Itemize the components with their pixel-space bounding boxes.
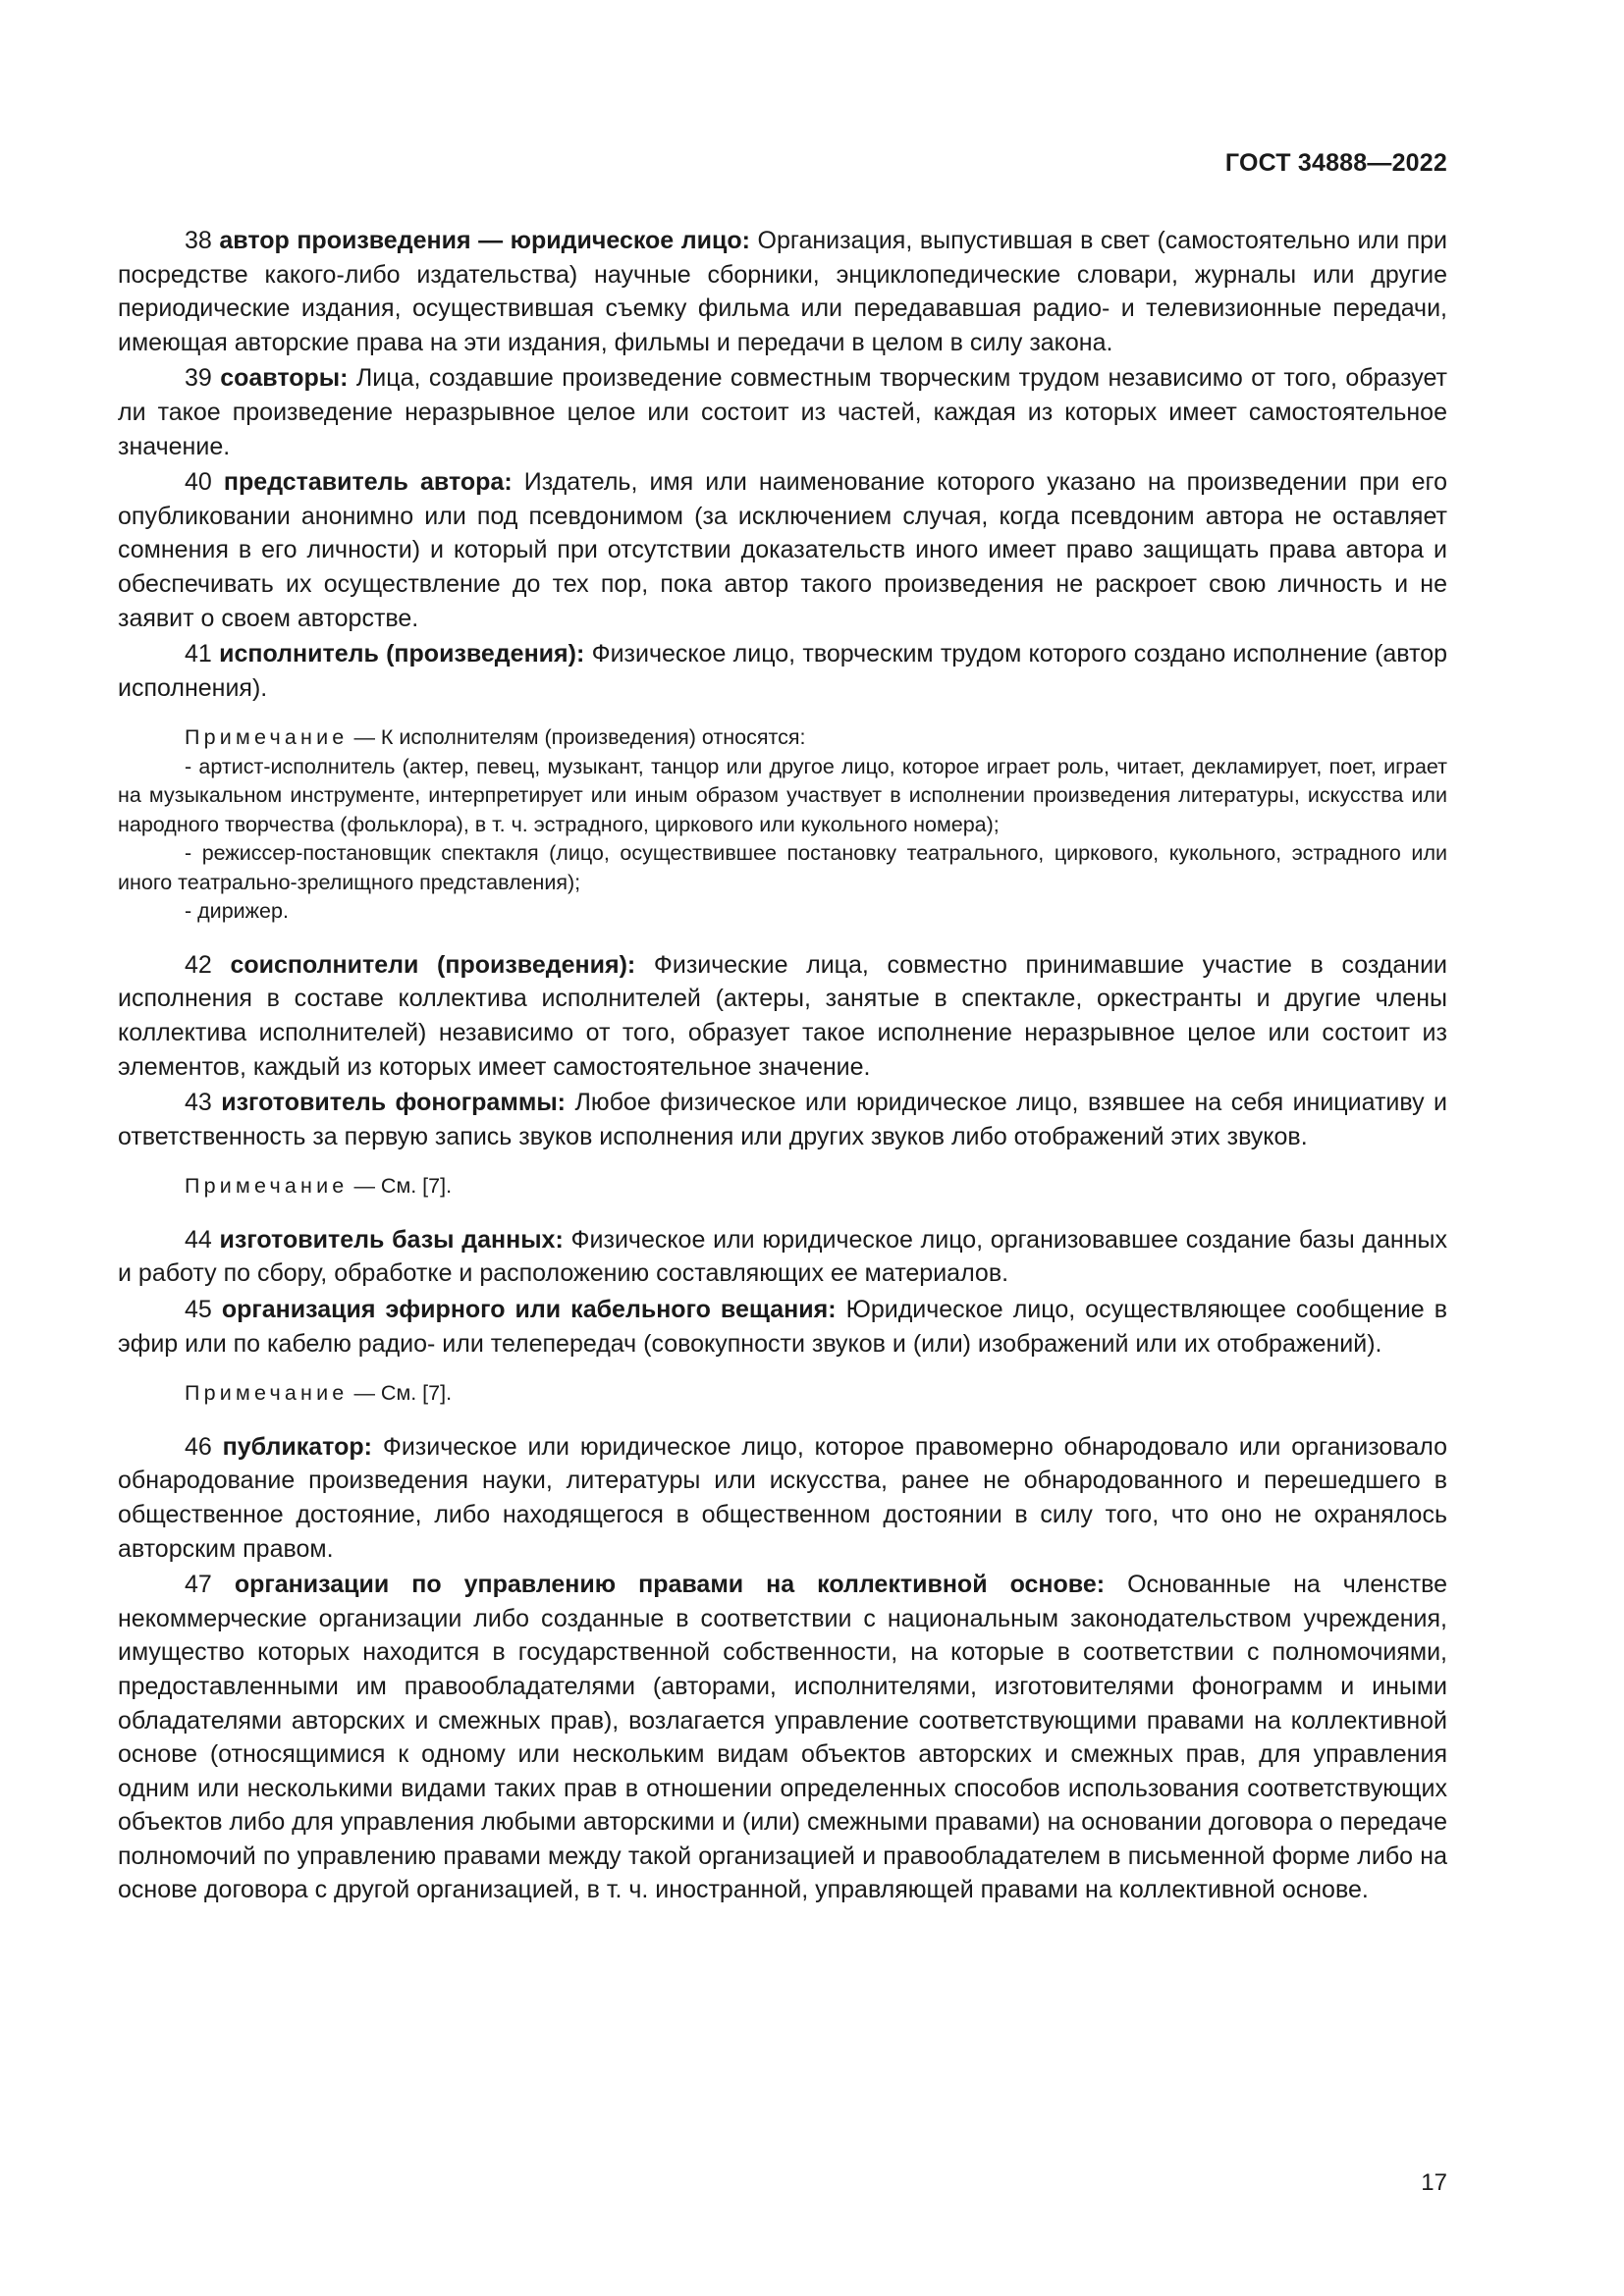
term-definition: Юридическое лицо, осуществляющее сообщение в эфир или по кабелю радио- или телепередач (совокупности звуков и (или) изображений или их отображений).	[118, 1296, 1447, 1358]
term-definition: Физическое лицо, творческим трудом которого создано исполнение (автор исполнения).	[118, 640, 1448, 702]
note-41: Примечание — К исполнителям (произведения) относятся: - артист-исполнитель (актер, певец, музыкант, танцор или другое лицо, которое играет роль, читает, декламирует, поет, играет на музыкальном инструменте, интерпретирует или иным образом участвует в исполнении произведения литературы, искусства или народного творчества (фольклора), в т. ч. эстрадного, циркового или кукольного номера); - режиссер-постановщик спектакля (лицо, осуществившее постановку театрального, циркового, кукольного, эстрадного или иного театрально-зрелищного представления); - дирижер.	[118, 723, 1447, 927]
term-41: 41 исполнитель (произведения): Физическое лицо, творческим трудом которого создано исполнение (автор исполнения).	[118, 640, 1448, 702]
term-38: 38 автор произведения — юридическое лицо: Организация, выпустившая в свет (самостоятельно или при посредстве какого-либо издательства) научные сборники, энциклопедические словари, журналы или другие периодические издания, осуществившая съемку фильма или передававшая радио- и телевизионные передачи, имеющая авторские права на эти издания, фильмы и передачи в целом в силу закона.	[118, 227, 1448, 356]
term-46: 46 публикатор: Физическое или юридическое лицо, которое правомерно обнародовало или организовало обнародование произведения науки, литературы или искусства, ранее не обнародованного и перешедшего в общественное достояние, либо находящегося в общественном достоянии в силу того, что оно не охранялось авторским правом.	[118, 1432, 1448, 1563]
document-body	[118, 224, 1447, 1909]
term-title: соисполнители (произведения):	[230, 950, 636, 979]
term-43: 43 изготовитель фонограммы: Любое физическое или юридическое лицо, взявшее на себя инициативу и ответственность за первую запись звуков исполнения или других звуков либо отображений этих звуков.	[118, 1089, 1447, 1150]
term-title: публикатор:	[222, 1432, 372, 1461]
term-definition: Издатель, имя или наименование которого указано на произведении при его опубликовании анонимно или под псевдонимом (за исключением случая, когда псевдоним автора не оставляет сомнения в его личности) и который при отсутствии доказательств иного имеет право защищать права автора и обеспечивать их осуществление до тех пор, пока автор такого произведения не раскроет свою личность и не заявит о своем авторстве.	[118, 468, 1447, 632]
term-title: организации по управлению правами на коллективной основе:	[234, 1571, 1106, 1599]
term-definition: Любое физическое или юридическое лицо, взявшее на себя инициативу и ответственность за первую запись звуков исполнения или других звуков либо отображений этих звуков.	[118, 1089, 1447, 1150]
term-title: представитель автора:	[223, 468, 513, 497]
note-43: Примечание — См. [7].	[185, 1174, 453, 1199]
term-definition: Организация, выпустившая в свет (самостоятельно или при посредстве какого-либо издательства) научные сборники, энциклопедические словари, журналы или другие периодические издания, осуществившая съемку фильма или передававшая радио- и телевизионные передачи, имеющая авторские права на эти издания, фильмы и передачи в целом в силу закона.	[118, 227, 1448, 356]
note-list-item: - режиссер-постановщик спектакля (лицо, осуществившее постановку театрального, циркового, кукольного, эстрадного или иного театрально-зрелищного представления);	[118, 841, 1447, 894]
term-definition: Основанные на членстве некоммерческие организации либо созданные в соответствии с национальным законодательством учреждения, имущество которых находится в государственной собственности, на которые в соответствии с полномочиями, предоставленными им правообладателями (авторами, исполнителями, изготовителями фонограмм и иными обладателями авторских и смежных прав), возлагается управление соответствующими правами на коллективной основе (относящимися к одному или нескольким видам объектов авторских и смежных прав, для управления одним или несколькими видами таких прав в отношении определенных способов использования соответствующих объектов либо для управления любыми авторскими и (или) смежными правами) на основании договора о передаче полномочий по управлению правами между такой организацией и правообладателем в письменной форме либо на основе договора с другой организацией, в т. ч. иностранной, управляющей правами на коллективной основе.	[118, 1571, 1447, 1904]
term-title: организация эфирного или кабельного вещания:	[221, 1296, 837, 1324]
note-list-item: - артист-исполнитель (актер, певец, музыкант, танцор или другое лицо, которое играет роль, читает, декламирует, поет, играет на музыкальном инструменте, интерпретирует или иным образом участвует в исполнении произведения литературы, искусства или народного творчества (фольклора), в т. ч. эстрадного, циркового или кукольного номера);	[118, 754, 1447, 836]
term-title: автор произведения — юридическое лицо:	[219, 227, 750, 254]
term-title: соавторы:	[220, 364, 349, 393]
term-title: изготовитель базы данных:	[219, 1225, 564, 1254]
term-42: 42 соисполнители (произведения): Физические лица, совместно принимавшие участие в создании исполнения в составе коллектива исполнителей (актеры, занятые в спектакле, оркестранты и другие члены коллектива исполнителей) независимо от того, образует такое исполнение неразрывное целое или состоит из элементов, каждый из которых имеет самостоятельное значение.	[118, 950, 1447, 1081]
term-definition: Лица, создавшие произведение совместным творческим трудом независимо от того, образует ли такое произведение неразрывное целое или состоит из частей, каждая из которых имеет самостоятельное значение.	[118, 364, 1447, 460]
page-number: 17	[1421, 2169, 1447, 2196]
note-45: Примечание — См. [7].	[185, 1381, 453, 1406]
term-title: изготовитель фонограммы:	[221, 1089, 566, 1117]
document-header: ГОСТ 34888—2022	[1224, 149, 1447, 177]
term-title: исполнитель (произведения):	[219, 640, 585, 668]
term-definition: Физическое или юридическое лицо, которое правомерно обнародовало или организовало обнародование произведения науки, литературы или искусства, ранее не обнародованного и перешедшего в общественное достояние, либо находящегося в общественном достоянии в силу того, что оно не охранялось авторским правом.	[118, 1432, 1448, 1563]
note-list-item: - дирижер.	[185, 899, 289, 924]
term-44: 44 изготовитель базы данных: Физическое или юридическое лицо, организовавшее создание базы данных и работу по сбору, обработке и расположению составляющих ее материалов.	[118, 1225, 1447, 1288]
note-label: Примечание	[185, 1174, 349, 1199]
term-40: 40 представитель автора: Издатель, имя или наименование которого указано на произведении при его опубликовании анонимно или под псевдонимом (за исключением случая, когда псевдоним автора не оставляет сомнения в его личности) и который при отсутствии доказательств иного имеет право защищать права автора и обеспечивать их осуществление до тех пор, пока автор такого произведения не раскроет свою личность и не заявит о своем авторстве.	[118, 468, 1447, 632]
term-45: 45 организация эфирного или кабельного вещания: Юридическое лицо, осуществляющее сообщение в эфир или по кабелю радио- или телепередач (совокупности звуков и (или) изображений или их отображений).	[118, 1296, 1447, 1358]
term-47: 47 организации по управлению правами на коллективной основе: Основанные на членстве некоммерческие организации либо созданные в соответствии с национальным законодательством учреждения, имущество которых находится в государственной собственности, на которые в соответствии с полномочиями, предоставленными им правообладателями (авторами, исполнителями, изготовителями фонограмм и иными обладателями авторских и смежных прав), возлагается управление соответствующими правами на коллективной основе (относящимися к одному или нескольким видам объектов авторских и смежных прав, для управления одним или несколькими видами таких прав в отношении определенных способов использования соответствующих объектов либо для управления любыми авторскими и (или) смежными правами) на основании договора о передаче полномочий по управлению правами между такой организацией и правообладателем в письменной форме либо на основе договора с другой организацией, в т. ч. иностранной, управляющей правами на коллективной основе.	[118, 1571, 1447, 1904]
note-label: Примечание	[185, 725, 349, 750]
note-label: Примечание	[185, 1381, 349, 1406]
term-39: 39 соавторы: Лица, создавшие произведение совместным творческим трудом независимо от того, образует ли такое произведение неразрывное целое или состоит из частей, каждая из которых имеет самостоятельное значение.	[118, 364, 1447, 460]
term-definition: Физические лица, совместно принимавшие участие в создании исполнения в составе коллектива исполнителей (актеры, занятые в спектакле, оркестранты и другие члены коллектива исполнителей) независимо от того, образует такое исполнение неразрывное целое или состоит из элементов, каждый из которых имеет самостоятельное значение.	[118, 950, 1447, 1081]
term-definition: Физическое или юридическое лицо, организовавшее создание базы данных и работу по сбору, обработке и расположению составляющих ее материалов.	[118, 1225, 1447, 1288]
